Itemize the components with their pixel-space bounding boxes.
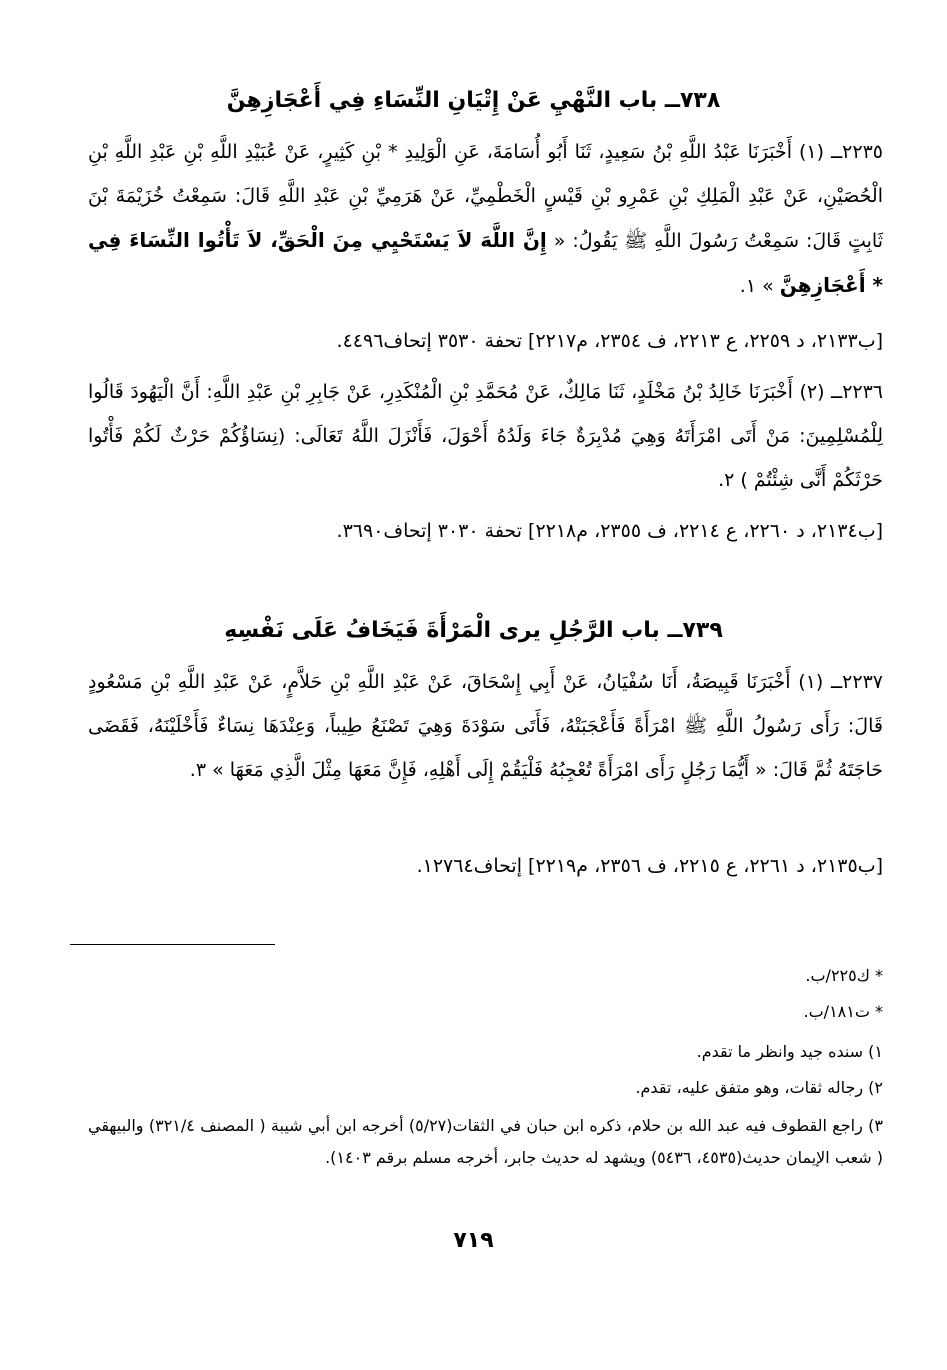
hadith-2235-end: » ١. <box>739 275 780 297</box>
chapter-738-title: ٧٣٨ــ باب النَّهْيِ عَنْ إِتْيَانِ النِّسَاءِ فِي أَعْجَازِهِنَّ <box>226 88 721 113</box>
footnote-star-1: * ك٢٢٥/ب. <box>805 966 883 985</box>
hadith-2236-references: [ب٢١٣٤، د ٢٢٦٠، ع ٢٢١٤، ف ٢٣٥٥، م٢٢١٨] تحفة ٣٠٣٠ إتحاف٣٦٩٠. <box>336 520 883 542</box>
hadith-2235-quote: إِنَّ اللَّهَ لاَ يَسْتَحْيِي مِنَ الْحَقِّ، لاَ تَأْتُوا النِّسَاءَ فِي * أَعْجَازِهِنَّ <box>88 228 883 297</box>
hadith-2237-references: [ب٢١٣٥، د ٢٢٦١، ع ٢٢١٥، ف ٢٣٥٦، م٢٢١٩] إتحاف١٢٧٦٤. <box>416 855 883 877</box>
hadith-2235-text: ٢٢٣٥ــ (١) أَخْبَرَنَا عَبْدُ اللَّهِ بْنُ سَعِيدٍ، ثَنَا أَبُو أُسَامَةَ، عَنِ الْوَلِيدِ * بْنِ كَثِيرٍ، عَنْ عُبَيْدِ اللَّهِ بْنِ عَبْدِ اللَّهِ بْنِ الْحُصَيْنِ، عَنْ عَبْدِ الْمَلِكِ بْنِ عَمْرِو بْنِ قَيْسٍ الْخَطْمِيِّ، عَنْ هَرَمِيِّ بْنِ عَبْدِ اللَّهِ قَالَ: سَمِعْتُ خُزَيْمَةَ بْنَ ثَابِتٍ قَالَ: سَمِعْتُ رَسُولَ اللَّهِ ﷺ يَقُولُ: « <box>88 141 884 252</box>
chapter-739-title: ٧٣٩ــ باب الرَّجُلِ يرى الْمَرْأَةَ فَيَخَافُ عَلَى نَفْسِهِ <box>224 618 723 643</box>
footnote-divider <box>70 944 275 945</box>
hadith-2235 <box>88 130 883 308</box>
hadith-2236: ٢٢٣٦ــ (٢) أَخْبَرَنَا خَالِدُ بْنُ مَخْلَدٍ، ثَنَا مَالِكٌ، عَنْ مُحَمَّدِ بْنِ الْمُنْكَدِرِ، عَنْ جَابِرِ بْنِ عَبْدِ اللَّهِ: أَنَّ الْيَهُودَ قَالُوا لِلْمُسْلِمِينَ: مَنْ أَتَى امْرَأَتَهُ وَهِيَ مُدْبِرَةٌ جَاءَ وَلَدُهُ أَحْوَلَ، فَأَنْزَلَ اللَّهُ تَعَالَى: (نِسَاؤُكُمْ حَرْثٌ لَكُمْ فَأْتُوا حَرْثَكُمْ أَنَّى شِئْتُمْ ) ٢. <box>88 381 884 491</box>
footnote-2: ٢) رجاله ثقات، وهو متفق عليه، تقدم. <box>635 1078 883 1097</box>
footnote-star-2: * ت١٨١/ب. <box>803 1002 883 1021</box>
footnote-1: ١) سنده جيد وانظر ما تقدم. <box>696 1042 883 1061</box>
hadith-2235-references: [ب٢١٣٣، د ٢٢٥٩، ع ٢٢١٣، ف ٢٣٥٤، م٢٢١٧] تحفة ٣٥٣٠ إتحاف٤٤٩٦. <box>336 330 883 352</box>
hadith-2237: ٢٢٣٧ــ (١) أَخْبَرَنَا قَبِيصَةُ، أَنَا سُفْيَانُ، عَنْ أَبِي إِسْحَاقَ، عَنْ عَبْدِ اللَّهِ بْنِ حَلاَّمٍ، عَنْ عَبْدِ اللَّهِ بْنِ مَسْعُودٍ قَالَ: رَأَى رَسُولُ اللَّهِ ﷺ امْرَأَةً فَأَعْجَبَتْهُ، فَأَتَى سَوْدَةَ وَهِيَ تَصْنَعُ طِيباً، وَعِنْدَهَا نِسَاءٌ فَأَخْلَيْنَهُ، فَقَضَى حَاجَتَهُ ثُمَّ قَالَ: « أَيُّمَا رَجُلٍ رَأَى امْرَأَةً تُعْجِبُهُ فَلْيَقُمْ إِلَى أَهْلِهِ، فَإِنَّ مَعَهَا مِثْلَ الَّذِي مَعَهَا » ٣. <box>88 671 883 781</box>
footnote-3: ٣) راجع القطوف فيه عبد الله بن حلام، ذكره ابن حبان في الثقات(٥/٢٧) أخرجه ابن أبي شيبة ( المصنف ٣٢١/٤) والبيهقي ( شعب الإيمان حديث(٤٥٣٥، ٥٤٣٦) ويشهد له حديث جابر، أخرجه مسلم برقم ١٤٠٣). <box>88 1116 883 1167</box>
page-number: ٧١٩ <box>453 1228 494 1253</box>
